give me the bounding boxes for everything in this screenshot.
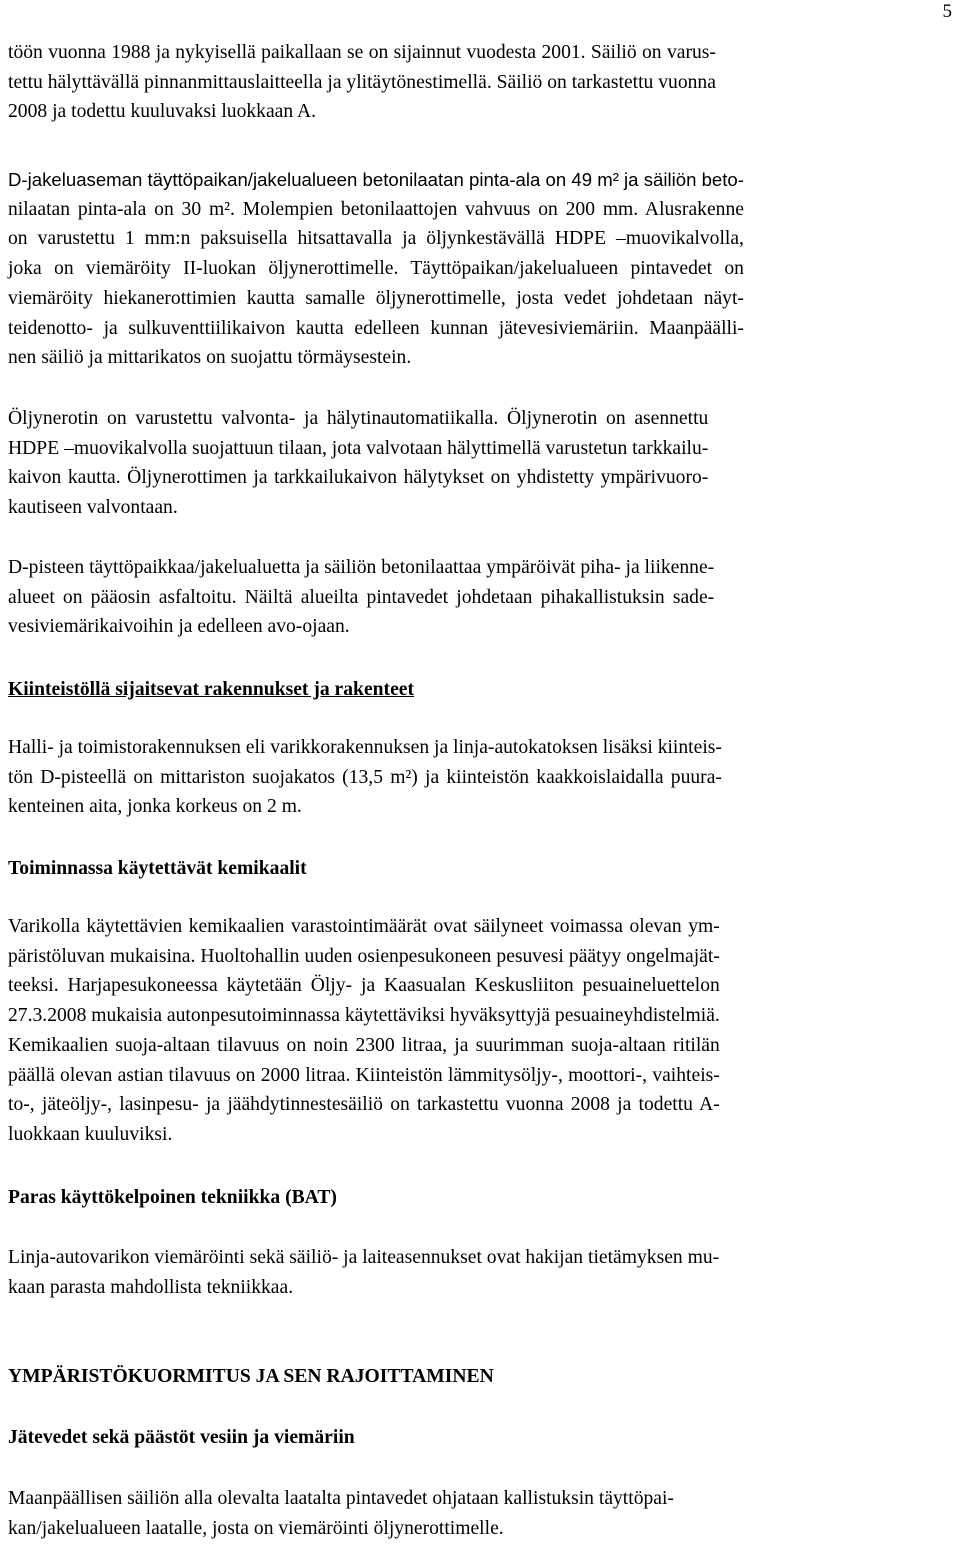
section-heading-bat: Paras käyttökelpoinen tekniikka (BAT) [8,1187,337,1208]
text-line: Linja-autovarikon viemäröinti sekä säiliö- ja laiteasennukset ovat hakijan tietämyksen mu- [8,1247,720,1268]
text-line: töön vuonna 1988 ja nykyisellä paikallaan se on sijainnut vuodesta 2001. Säiliö on varus- [8,42,716,63]
text-line: päällä olevan astian tilavuus on 2000 litraa. Kiinteistön lämmitysöljy-, moottori-, vaihteis- [8,1064,720,1086]
paragraph-chemicals [8,912,720,1150]
text-line: teeksi. Harjapesukoneessa käytetään Öljy- ja Kaasualan Keskusliiton pesuaineluettelon [8,975,720,997]
text-line: D-pisteen täyttöpaikkaa/jakelualuetta ja säiliön betonilaattaa ympäröivät piha- ja liikenne- [8,557,715,578]
text-line: päristöluvan mukaisina. Huoltohallin uuden osienpesukoneen pesuvesi päätyy ongelmajät- [8,945,720,967]
text-line: kaivon kautta. Öljynerottimen ja tarkkailukaivon hälytykset on yhdistetty ympärivuoro- [8,467,709,489]
paragraph-oil-separator [8,404,708,523]
text-line: alueet on pääosin asfaltoitu. Näiltä alueilta pintavedet johdetaan pihakallistuksin sade- [8,586,715,608]
text-line: kenteinen aita, jonka korkeus on 2 m. [8,796,302,818]
text-line: tettu hälyttävällä pinnanmittauslaitteella ja ylitäytönestimellä. Säiliö on tarkastettu vuonna [8,71,716,93]
text-line: teidenotto- ja sulkuventtiilikaivon kautta edelleen kunnan jätevesiviemäriin. Maanpäälli- [8,317,744,339]
section-heading-buildings: Kiinteistöllä sijaitsevat rakennukset ja rakenteet [8,679,414,700]
text-line: 2008 ja todettu kuuluvaksi luokkaan A. [8,101,317,123]
text-line: tön D-pisteellä on mittariston suojakatos (13,5 m²) ja kiinteistön kaakkoislaidalla puura- [8,766,722,788]
text-line: Maanpäällisen säiliön alla olevalta laatalta pintavedet ohjataan kallistuksin täyttöpai- [8,1488,674,1509]
text-line: viemäröity hiekanerottimien kautta samalle öljynerottimelle, josta vedet johdetaan näyt- [8,287,744,309]
text-line: Kemikaalien suoja-altaan tilavuus on noin 2300 litraa, ja suurimman suoja-altaan ritilän [8,1034,720,1056]
text-line: Öljynerotin on varustettu valvonta- ja hälytinautomatiikalla. Öljynerotin on asennettu [8,408,709,429]
text-line: 27.3.2008 mukaisia autonpesutoiminnassa käytettäviksi hyväksyttyjä pesuaineyhdistelmiä. [8,1005,720,1027]
text-line: joka on viemäröity II-luokan öljynerottimelle. Täyttöpaikan/jakelualueen pintavedet on [8,258,744,280]
text-line: vesiviemärikaivoihin ja edelleen avo-ojaan. [8,616,350,638]
section-heading-wastewater: Jätevedet sekä päästöt vesiin ja viemäriin [8,1427,355,1448]
text-line: HDPE –muovikalvolla suojattuun tilaan, jota valvotaan hälyttimellä varustetun tarkkailu- [8,437,709,459]
text-line: nilaatan pinta-ala on 30 m². Molempien betonilaattojen vahvuus on 200 mm. Alusrakenne [8,198,744,220]
text-line: Halli- ja toimistorakennuksen eli varikkorakennuksen ja linja-autokatoksen lisäksi kiinteis- [8,737,722,758]
text-line: kaan parasta mahdollista tekniikkaa. [8,1276,294,1298]
text-line: on varustettu 1 mm:n paksuisella hitsattavalla ja öljynkestävällä HDPE –muovikalvolla, [8,228,744,250]
text-line: luokkaan kuuluviksi. [8,1123,173,1145]
chapter-heading-environmental-load: YMPÄRISTÖKUORMITUS JA SEN RAJOITTAMINEN [8,1366,494,1387]
text-line: nen säiliö ja mittarikatos on suojattu törmäysestein. [8,347,412,369]
text-line: kan/jakelualueen laatalle, josta on viemäröinti öljynerottimelle. [8,1517,504,1539]
paragraph-bat [8,1243,719,1302]
paragraph-tank-inspection [8,38,716,127]
paragraph-buildings [8,733,722,822]
paragraph-paved-areas [8,553,714,642]
text-line: to-, jäteöljy-, lasinpesu- ja jäähdytinnestesäiliö on tarkastettu vuonna 2008 ja todettu A- [8,1094,720,1116]
paragraph-distribution-area [8,165,744,373]
text-line: Varikolla käytettävien kemikaalien varastointimäärät ovat säilyneet voimassa olevan ym- [8,916,720,937]
text-line: D-jakeluaseman täyttöpaikan/jakelualueen betonilaatan pinta-ala on 49 m² ja säiliön beto- [8,169,744,190]
page-number: 5 [942,1,952,22]
text-line: kautiseen valvontaan. [8,497,178,519]
section-heading-chemicals: Toiminnassa käytettävät kemikaalit [8,858,307,879]
paragraph-wastewater [8,1484,674,1543]
